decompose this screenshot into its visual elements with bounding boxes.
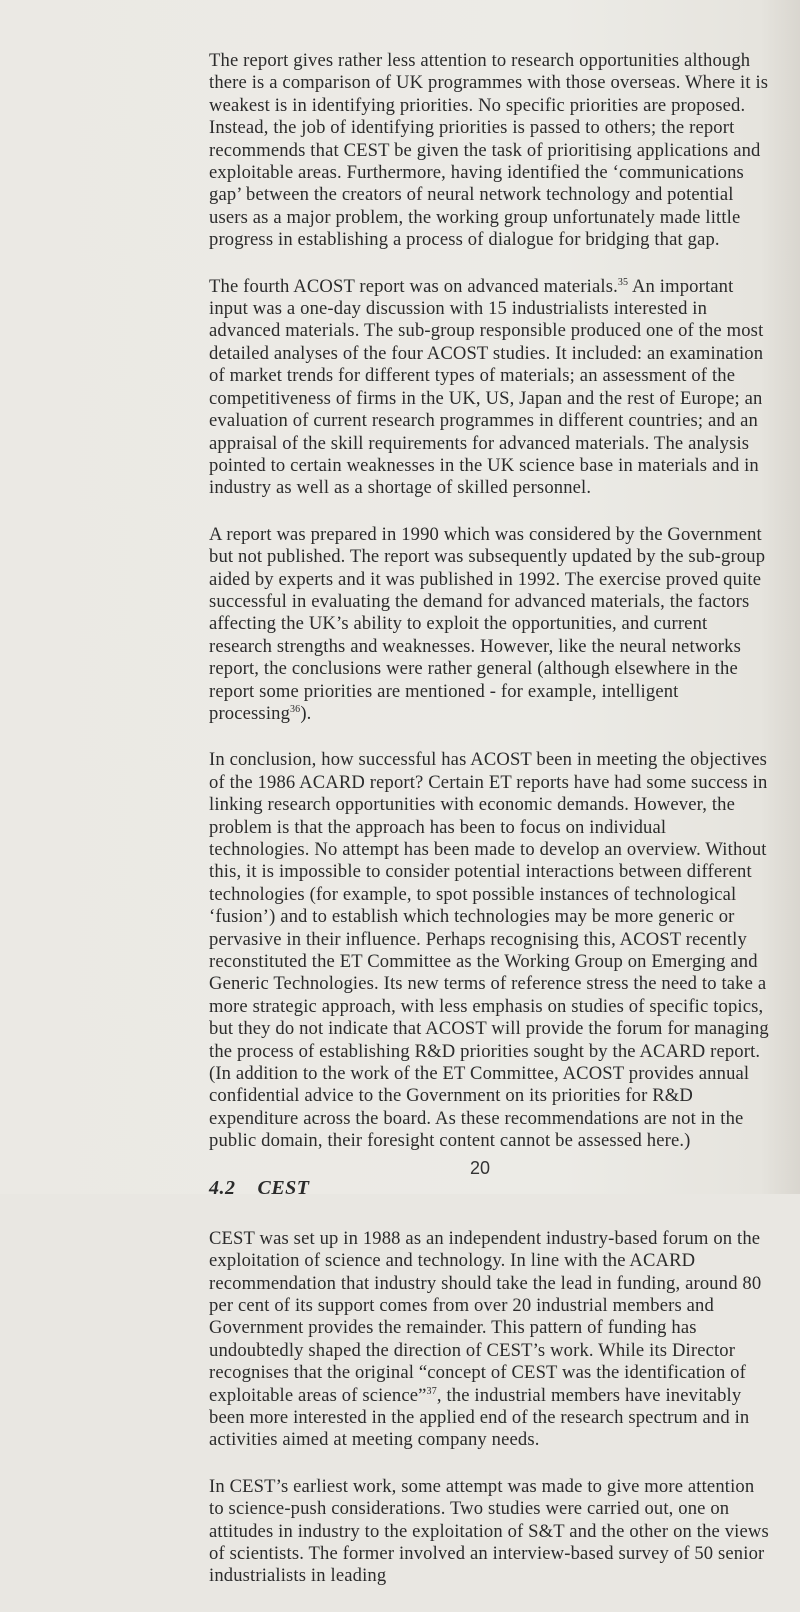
- paragraph-text: In conclusion, how successful has ACOST been in meeting the objectives of the 1986 ACARD report? Certain ET reports have had some success in linking research opportunities with economic demands. However, the problem is that the approach has been to focus on individual technologies. No attempt has been made to develop an overview. Without this, it is impossible to consider potential interactions between different technologies (for example, to spot possible instances of technological ‘fusion’) and to establish which technologies may be more generic or pervasive in their influence. Perhaps recognising this, ACOST recently reconstituted the ET Committee as the Working Group on Emerging and Generic Technologies. Its new terms of reference stress the need to take a more strategic approach, with less emphasis on studies of specific topics, but they do not indicate that ACOST will provide the forum for managing the process of establishing R&D priorities sought by the ACARD report. (In addition to the work of the ET Committee, ACOST provides annual confidential advice to the Government on its priorities for R&D expenditure across the board. As these recommendations are not in the public domain, their foresight content cannot be assessed here.): [209, 749, 769, 1152]
- footnote-ref: 36: [290, 703, 301, 715]
- paragraph-text: The report gives rather less attention to research opportunities although there is a comparison of UK programmes with those overseas. Where it is weakest is in identifying priorities. No specific priorities are proposed. Instead, the job of identifying priorities is passed to others; the report recommends that CEST be given the task of prioritising applications and exploitable areas. Furthermore, having identified the ‘communications gap’ between the creators of neural network technology and potential users as a major problem, the working group unfortunately made little progress in establishing a process of dialogue for bridging that gap.: [209, 50, 769, 251]
- paragraph: [209, 524, 769, 726]
- paragraph-text: A report was prepared in 1990 which was considered by the Government but not published. The report was subsequently updated by the sub-group aided by experts and it was published in 1992. The exercise proved quite successful in evaluating the demand for advanced materials, the factors affecting the UK’s ability to exploit the opportunities, and current research strengths and weaknesses. However, like the neural networks report, the conclusions were rather general (although elsewhere in the report some priorities are mentioned - for example, intelligent processing: [209, 523, 766, 724]
- paragraph: [209, 1228, 769, 1452]
- footnote-ref: 35: [617, 276, 629, 288]
- body-text: [209, 50, 769, 1612]
- paragraph-text: CEST was set up in 1988 as an independent industry-based forum on the exploitation of science and technology. In line with the ACARD recommendation that industry should take the lead in funding, around 80 per cent of its support comes from over 20 industrial members and Government provides the remainder. This pattern of funding has undoubtedly shaped the direction of CEST’s work. While its Director recognises that the original “concept of CEST was the identification of exploitable areas of science”: [209, 1227, 762, 1406]
- paragraph-text: An important input was a one-day discussion with 15 industrialists interested in advanced materials. The sub-group responsible produced one of the most detailed analyses of the four ACOST studies. It included: an examination of market trends for different types of materials; an assessment of the competitiveness of firms in the UK, US, Japan and the rest of Europe; an evaluation of current research programmes in different countries; and an appraisal of the skill requirements for advanced materials. The analysis pointed to certain weaknesses in the UK science base in materials and in industry as well as a shortage of skilled personnel.: [209, 275, 764, 499]
- section-number: 4.2: [209, 1176, 236, 1199]
- paragraph: [209, 276, 769, 500]
- paragraph-text: ).: [300, 702, 312, 724]
- footnote-ref: 37: [426, 1385, 437, 1397]
- section-title: CEST: [257, 1176, 310, 1199]
- paragraph: [209, 749, 769, 1152]
- section-heading: [209, 1177, 769, 1200]
- paragraph-text: In CEST’s earliest work, some attempt was made to give more attention to science-push considerations. Two studies were carried out, one on attitudes in industry to the exploitation of S&T and the other on the views of scientists. The former involved an interview-based survey of 50 senior industrialists in leading: [209, 1475, 769, 1587]
- paragraph-text: The fourth ACOST report was on advanced materials.: [209, 275, 618, 297]
- paragraph: [209, 50, 769, 252]
- page-number: 20: [470, 1158, 491, 1178]
- paragraph: [209, 1476, 769, 1588]
- paragraph-text: , the industrial members have inevitably been more interested in the applied end of the research spectrum and in activities aimed at meeting company needs.: [209, 1384, 750, 1451]
